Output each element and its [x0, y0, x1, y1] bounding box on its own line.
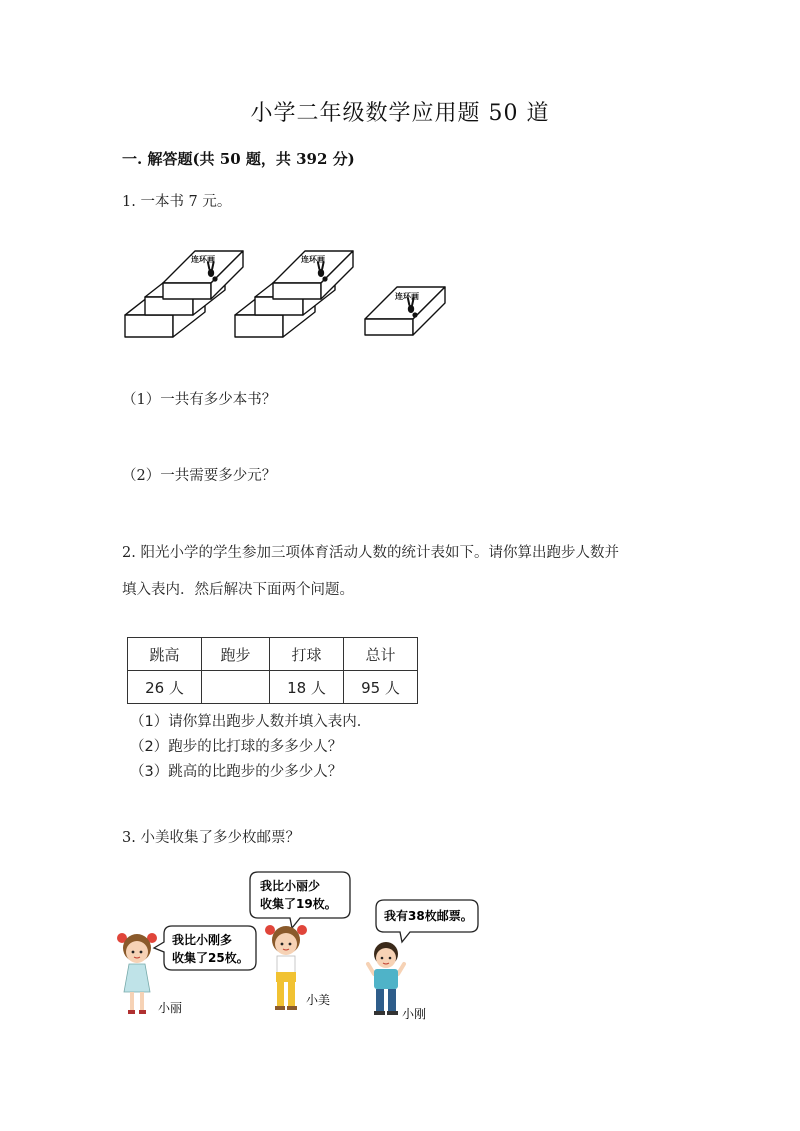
speech-bubble-lili: [154, 926, 256, 970]
question-1-stem: 1. 一本书 7 元。: [122, 194, 232, 210]
book-cover-label: 连环画: [395, 292, 419, 301]
question-1-books-illustration: [115, 235, 460, 350]
svg-text:收集了19枚。: 收集了19枚。: [260, 897, 337, 911]
section-heading: 一. 解答题(共 50 题，共 392 分): [122, 150, 355, 168]
page-title: 小学二年级数学应用题 50 道: [250, 101, 550, 126]
lili-figure: [117, 933, 157, 1014]
sports-stats-table: [127, 637, 418, 704]
question-2-sub-1: （1）请你算出跑步人数并填入表内．: [130, 714, 372, 730]
table-header-cell: 跳高: [128, 638, 202, 671]
table-cell: 26 人: [128, 671, 202, 704]
question-1-sub-1: （1）一共有多少本书？: [122, 392, 277, 408]
svg-text:我有38枚邮票。: 我有38枚邮票。: [384, 909, 473, 923]
book-stack-1: [125, 251, 243, 337]
xiaomei-figure: [265, 925, 307, 1010]
name-label-xiaomei: 小美: [306, 993, 331, 1007]
question-2-stem-line-1: 2. 阳光小学的学生参加三项体育活动人数的统计表如下。请你算出跑步人数并: [122, 545, 619, 561]
table-header-cell: 跑步: [202, 638, 270, 671]
name-label-lili: 小丽: [158, 1001, 183, 1015]
svg-text:我比小丽少: 我比小丽少: [260, 879, 321, 893]
svg-text:我比小刚多: 我比小刚多: [172, 933, 233, 947]
table-row: [128, 671, 418, 704]
book-cover-label: 连环画: [191, 255, 215, 264]
question-2-sub-3: （3）跳高的比跑步的少多少人？: [130, 764, 343, 780]
running-count-blank-cell[interactable]: [202, 671, 270, 704]
speech-bubble-xiaomei: [250, 872, 350, 928]
speech-bubble-xiaogang: [376, 900, 478, 942]
svg-text:收集了25枚。: 收集了25枚。: [172, 951, 249, 965]
question-2-stem-line-2: 填入表内．然后解决下面两个问题。: [122, 582, 354, 598]
table-header-row: [128, 638, 418, 671]
table-header-cell: 总计: [344, 638, 418, 671]
xiaogang-figure: [368, 942, 404, 1015]
table-cell: 18 人: [270, 671, 344, 704]
question-2-sub-2: （2）跑步的比打球的多多少人？: [130, 739, 343, 755]
name-label-xiaogang: 小刚: [402, 1007, 427, 1021]
question-1-sub-2: （2）一共需要多少元？: [122, 468, 277, 484]
question-3-stem: 3. 小美收集了多少枚邮票？: [122, 830, 300, 846]
question-3-illustration: [110, 868, 490, 1028]
table-header-cell: 打球: [270, 638, 344, 671]
book-stack-2: [235, 251, 353, 337]
table-cell: 95 人: [344, 671, 418, 704]
book-cover-label: 连环画: [301, 255, 325, 264]
